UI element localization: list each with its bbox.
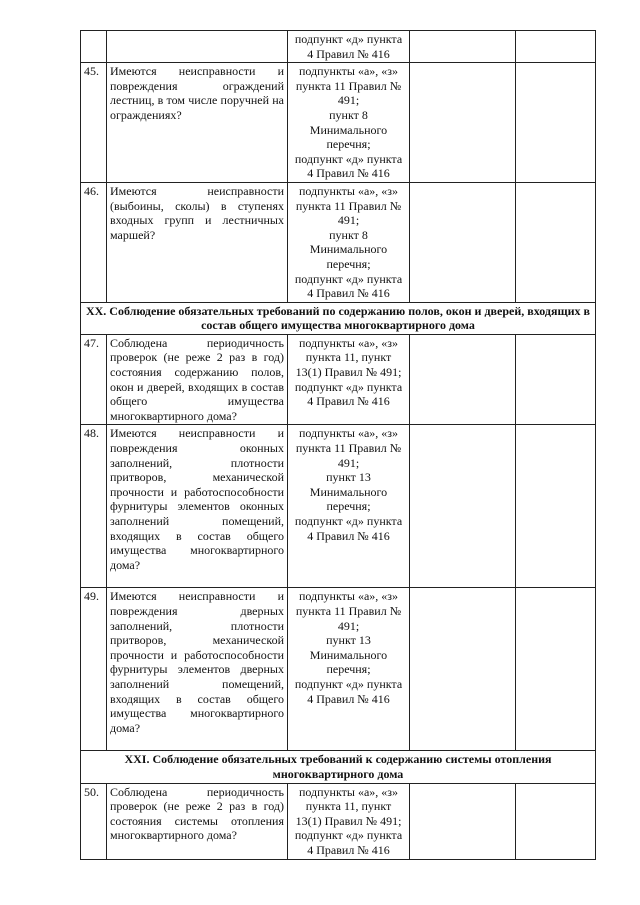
reference-line: 4 Правил № 416: [307, 394, 390, 409]
section-header-row: [81, 751, 596, 783]
answer-cell[interactable]: [410, 783, 516, 859]
note-cell[interactable]: [516, 425, 596, 588]
reference-line: пункта 11, пункт: [305, 350, 392, 365]
section-title: XXI. Соблюдение обязательных требований к содержанию системы отопления многоквартирного дома: [81, 751, 596, 783]
reference-line: 4 Правил № 416: [307, 691, 390, 706]
reference-line: 13(1) Правил № 491;: [295, 365, 402, 380]
question-text: Соблюдена периодичность проверок (не реже 2 раз в год) состояния содержанию полов, окон и дверей, входящих в состав общего имущества многоквартирного дома?: [107, 334, 288, 425]
reference-line: перечня;: [326, 256, 371, 271]
reference-line: подпункт «д» пункта: [294, 151, 403, 166]
question-text: Имеются неисправности (выбоины, сколы) в ступенях входных групп и лестничных маршей?: [107, 182, 288, 302]
reference-line: подпункты «а», «з»: [298, 589, 399, 604]
reference-line: подпункт «д» пункта: [294, 677, 403, 691]
reference-line: пункта 11 Правил №: [295, 604, 402, 619]
reference-line: пункт 8: [329, 107, 368, 122]
section-title: XX. Соблюдение обязательных требований по содержанию полов, окон и дверей, входящих в состав общего имущества многоквартирного дома: [81, 302, 596, 334]
table-row: [81, 31, 596, 63]
answer-cell[interactable]: [410, 63, 516, 183]
legal-reference: [288, 63, 410, 183]
item-number: 46.: [81, 182, 107, 302]
note-cell[interactable]: [516, 63, 596, 183]
legal-reference: [288, 182, 410, 302]
note-cell[interactable]: [516, 182, 596, 302]
question-text: Имеются неисправности и повреждения ограждений лестниц, в том числе поручней на ограждениях?: [107, 63, 288, 183]
answer-cell[interactable]: [410, 182, 516, 302]
item-number: 45.: [81, 63, 107, 183]
reference-line: подпункты «а», «з»: [298, 335, 399, 350]
table-row: [81, 334, 596, 425]
reference-line: пункт 13: [326, 633, 371, 648]
section-header-row: [81, 302, 596, 334]
inspection-checklist-table: [80, 30, 596, 860]
table-row: [81, 588, 596, 751]
table-row: [81, 425, 596, 588]
reference-line: подпункты «а», «з»: [298, 784, 399, 799]
legal-reference: [288, 31, 410, 63]
reference-line: перечня;: [326, 499, 371, 514]
reference-line: Минимального: [309, 647, 388, 662]
note-cell[interactable]: [516, 31, 596, 63]
item-number: 47.: [81, 334, 107, 425]
reference-line: пункта 11 Правил №: [295, 441, 402, 456]
answer-cell[interactable]: [410, 31, 516, 63]
legal-reference: [288, 425, 410, 588]
answer-cell[interactable]: [410, 588, 516, 751]
legal-reference: [288, 588, 410, 751]
reference-line: 491;: [337, 93, 360, 108]
reference-line: 13(1) Правил № 491;: [295, 813, 402, 828]
question-text: Имеются неисправности и повреждения оконных заполнений, плотности притворов, механической прочности и работоспособности фурнитуры элементов оконных заполнений помещений, входящих в состав общего имущества многоквартирного дома?: [107, 425, 288, 588]
item-number: 48.: [81, 425, 107, 588]
item-number: 49.: [81, 588, 107, 751]
legal-reference: [288, 334, 410, 425]
reference-line: пункта 11 Правил №: [295, 78, 402, 93]
question-text: Имеются неисправности и повреждения дверных заполнений, плотности притворов, механической прочности и работоспособности фурнитуры элементов дверных заполнений помещений, входящих в состав общего имущества многоквартирного дома?: [107, 588, 288, 751]
reference-line: подпункт «д» пункта: [294, 828, 403, 843]
reference-line: Минимального: [309, 122, 388, 137]
reference-line: перечня;: [326, 662, 371, 677]
item-number: [81, 31, 107, 63]
reference-line: перечня;: [326, 137, 371, 152]
reference-line: подпункт «д» пункта: [294, 271, 403, 286]
checklist-body: [81, 31, 596, 860]
reference-line: пункта 11, пункт: [305, 799, 392, 814]
reference-line: Минимального: [309, 242, 388, 257]
reference-line: 4 Правил № 416: [307, 528, 390, 543]
item-number: 50.: [81, 783, 107, 859]
reference-line: подпункт «д» пункта: [294, 514, 403, 528]
answer-cell[interactable]: [410, 425, 516, 588]
reference-line: 4 Правил № 416: [307, 843, 390, 857]
note-cell[interactable]: [516, 334, 596, 425]
legal-reference: [288, 783, 410, 859]
reference-line: 4 Правил № 416: [307, 46, 390, 61]
table-row: [81, 783, 596, 859]
table-row: [81, 63, 596, 183]
question-text: Соблюдена периодичность проверок (не реже 2 раз в год) состояния системы отопления многоквартирного дома?: [107, 783, 288, 859]
reference-line: подпункт «д» пункта: [294, 379, 403, 394]
reference-line: 491;: [337, 213, 360, 228]
question-text: [107, 31, 288, 63]
note-cell[interactable]: [516, 783, 596, 859]
reference-line: подпункты «а», «з»: [298, 183, 399, 198]
note-cell[interactable]: [516, 588, 596, 751]
reference-line: пункт 13: [326, 470, 371, 485]
reference-line: Минимального: [309, 484, 388, 499]
reference-line: 4 Правил № 416: [307, 286, 390, 301]
reference-line: 491;: [337, 455, 360, 470]
reference-line: 491;: [337, 618, 360, 633]
answer-cell[interactable]: [410, 334, 516, 425]
reference-line: подпункты «а», «з»: [298, 64, 399, 79]
reference-line: подпункт «д» пункта: [294, 32, 403, 46]
table-row: [81, 182, 596, 302]
reference-line: пункта 11 Правил №: [295, 198, 402, 213]
reference-line: подпункты «а», «з»: [298, 426, 399, 441]
reference-line: 4 Правил № 416: [307, 166, 390, 181]
reference-line: пункт 8: [329, 227, 368, 242]
